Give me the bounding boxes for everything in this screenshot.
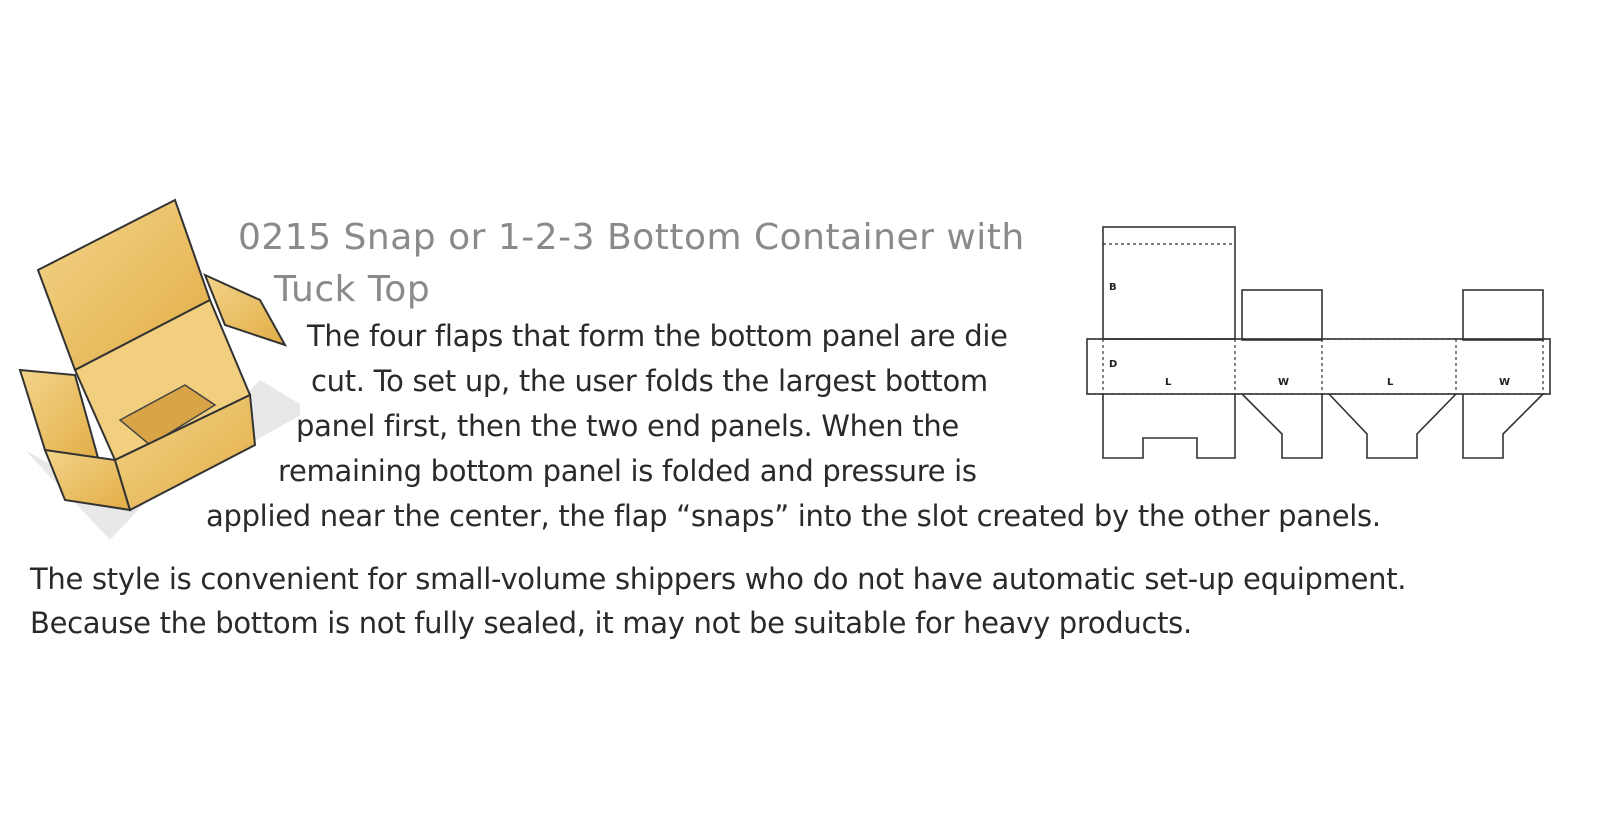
bottom-flap-1	[1103, 394, 1235, 458]
description-line: remaining bottom panel is folded and pressure is	[278, 454, 977, 488]
title-line-2: Tuck Top	[274, 269, 431, 310]
dieline-label-w2: W	[1499, 377, 1511, 388]
dieline-diagram	[1085, 222, 1555, 467]
description-line: cut. To set up, the user folds the largest bottom	[311, 364, 988, 398]
bottom-flap-2	[1242, 394, 1322, 458]
dieline-label-d: D	[1109, 359, 1118, 370]
dust-flap-2	[1463, 290, 1543, 340]
dieline-label-l1: L	[1165, 377, 1172, 388]
description-line: The four flaps that form the bottom panel are die	[307, 319, 1008, 353]
dust-flap-1	[1242, 290, 1322, 340]
note-line: Because the bottom is not fully sealed, it may not be suitable for heavy products.	[30, 606, 1192, 640]
bottom-flap-4	[1463, 394, 1543, 458]
note-line: The style is convenient for small-volume shippers who do not have automatic set-up equipment.	[30, 562, 1407, 596]
body-panels	[1087, 339, 1550, 394]
title-line-1: 0215 Snap or 1-2-3 Bottom Container with	[238, 217, 1025, 258]
description-line: panel first, then the two end panels. When the	[296, 409, 959, 443]
bottom-flap-3	[1329, 394, 1456, 458]
description-line: applied near the center, the flap “snaps” into the slot created by the other panels.	[206, 499, 1381, 533]
dieline-label-b: B	[1109, 282, 1117, 293]
dieline-label-l2: L	[1387, 377, 1394, 388]
style-title	[238, 212, 1098, 316]
dieline-label-w1: W	[1278, 377, 1290, 388]
